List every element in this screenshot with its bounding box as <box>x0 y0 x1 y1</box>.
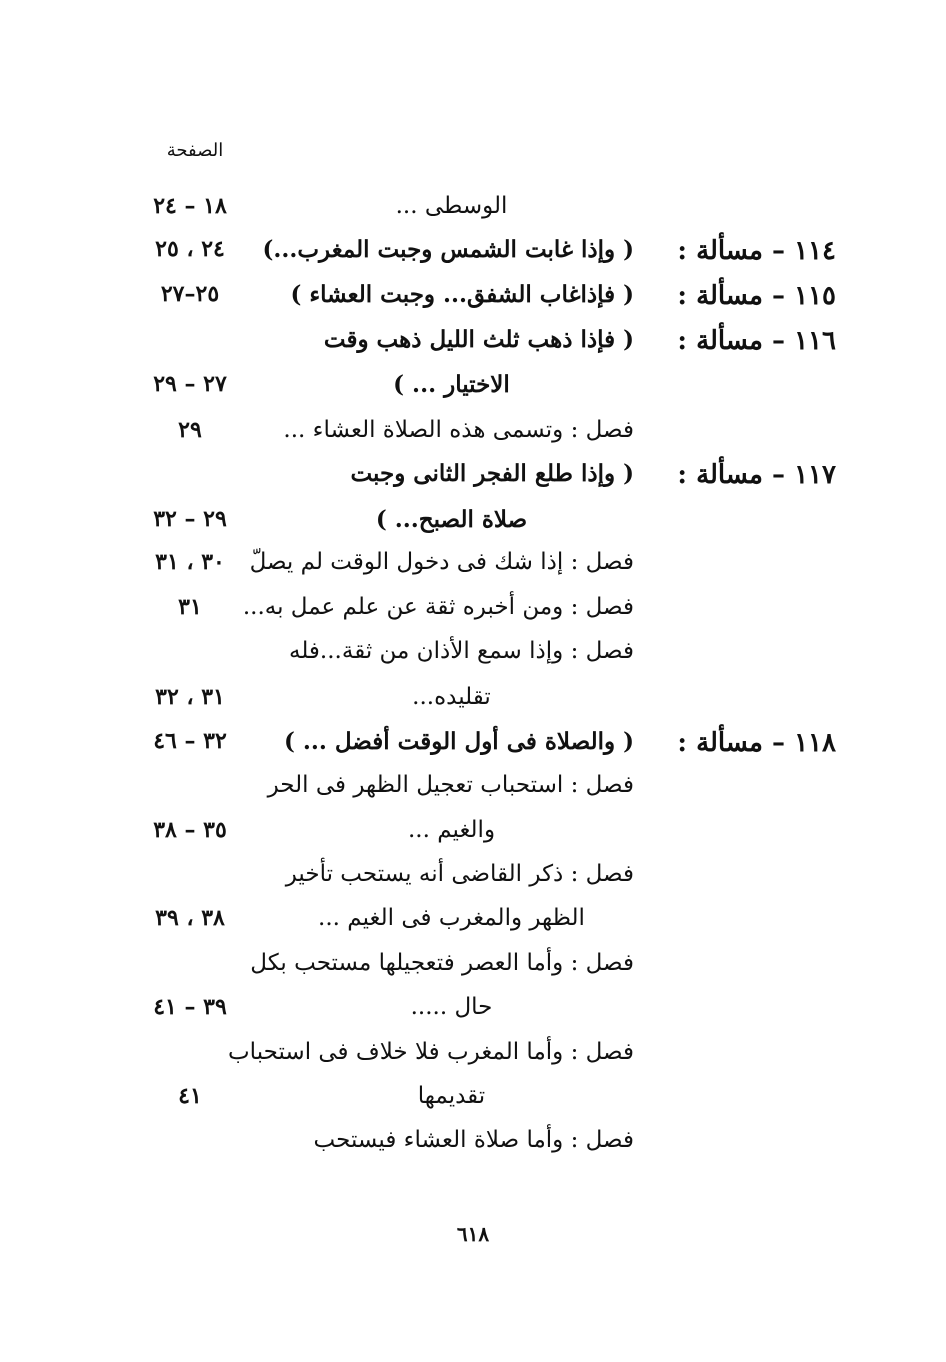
toc-entry-title: فصل : وأما صلاة العشاء فيستحب <box>313 1127 634 1153</box>
toc-row <box>0 1039 946 1083</box>
toc-row <box>0 326 946 370</box>
toc-page-range: ٣٢ – ٤٦ <box>153 728 227 754</box>
toc-page-range: ١٨ – ٢٤ <box>153 193 227 219</box>
toc-row <box>0 861 946 905</box>
toc-entry-title: ( وإذا طلع الفجر الثانى وجبت <box>350 460 634 487</box>
page-number: ٦١٨ <box>456 1222 490 1246</box>
toc-row <box>0 506 946 550</box>
toc-entry-title: ( وإذا غابت الشمس وجبت المغرب...) <box>262 236 634 263</box>
toc-row <box>0 193 946 237</box>
toc-page-range: ٣٥ – ٣٨ <box>153 817 227 843</box>
toc-row <box>0 1127 946 1171</box>
toc-page-range: ٣٩ – ٤١ <box>153 994 227 1020</box>
toc-issue-number: ١١٤ – مسألة : <box>677 236 836 266</box>
toc-row <box>0 549 946 593</box>
toc-entry-title: فصل : ذكر القاضى أنه يستحب تأخير <box>285 861 634 887</box>
toc-issue-number: ١١٨ – مسألة : <box>677 728 836 758</box>
toc-entry-title: حال ..... <box>410 994 493 1020</box>
toc-row <box>0 594 946 638</box>
toc-page-range: ٢٧ – ٢٩ <box>153 371 227 397</box>
toc-issue-number: ١١٧ – مسألة : <box>677 460 836 490</box>
toc-row <box>0 728 946 772</box>
toc-page-range: ٢٤ ، ٢٥ <box>155 236 225 262</box>
toc-row <box>0 460 946 504</box>
toc-issue-number: ١١٦ – مسألة : <box>677 326 836 356</box>
toc-row <box>0 994 946 1038</box>
toc-issue-number: ١١٥ – مسألة : <box>677 281 836 311</box>
toc-row <box>0 817 946 861</box>
page-column-header: الصفحة <box>166 140 224 161</box>
toc-entry-title: ( والصلاة فى أول الوقت أفضل ... ) <box>283 728 634 755</box>
toc-entry-title: فصل : ومن أخبره ثقة عن علم عمل به... <box>242 594 634 620</box>
toc-row <box>0 1083 946 1127</box>
toc-row <box>0 950 946 994</box>
toc-row <box>0 371 946 415</box>
toc-page-range: ٤١ <box>178 1083 202 1109</box>
toc-entry-title: صلاة الصبح... ) <box>375 506 528 533</box>
toc-entry-title: تقليده... <box>412 684 491 710</box>
toc-row <box>0 905 946 949</box>
toc-entry-title: فصل : إذا شك فى دخول الوقت لم يصلّ <box>249 549 634 575</box>
toc-entry-title: الاختيار ... ) <box>393 371 510 398</box>
toc-page-range: ٣٠ ، ٣١ <box>155 549 225 575</box>
toc-entry-title: الوسطى ... <box>395 193 508 219</box>
toc-row <box>0 638 946 682</box>
toc-page-range: ٣٨ ، ٣٩ <box>155 905 225 931</box>
toc-entry-title: تقديمها <box>417 1083 486 1109</box>
toc-row <box>0 236 946 280</box>
toc-entry-title: والغيم ... <box>407 817 496 843</box>
toc-entry-title: الظهر والمغرب فى الغيم ... <box>318 905 585 931</box>
toc-page-range: ٢٩ – ٣٢ <box>153 506 227 532</box>
toc-row <box>0 281 946 325</box>
toc-entry-title: فصل : وإذا سمع الأذان من ثقة...فله <box>288 638 634 664</box>
toc-entry-title: فصل : استحباب تعجيل الظهر فى الحر <box>267 772 634 798</box>
toc-entry-title: ( فإذا ذهب ثلث الليل ذهب وقت <box>323 326 634 353</box>
toc-page-range: ٢٥–٢٧ <box>160 281 220 307</box>
toc-entry-title: فصل : وأما المغرب فلا خلاف فى استحباب <box>228 1039 634 1065</box>
toc-page-range: ٣١ ، ٣٢ <box>155 684 225 710</box>
toc-row <box>0 417 946 461</box>
toc-entry-title: ( فإذاغاب الشفق... وجبت العشاء ) <box>290 281 634 308</box>
toc-page-range: ٢٩ <box>178 417 202 443</box>
toc-entry-title: فصل : وتسمى هذه الصلاة العشاء ... <box>283 417 634 443</box>
toc-row <box>0 772 946 816</box>
toc-page-range: ٣١ <box>178 594 202 620</box>
toc-entry-title: فصل : وأما العصر فتعجيلها مستحب بكل <box>250 950 634 976</box>
toc-row <box>0 684 946 728</box>
